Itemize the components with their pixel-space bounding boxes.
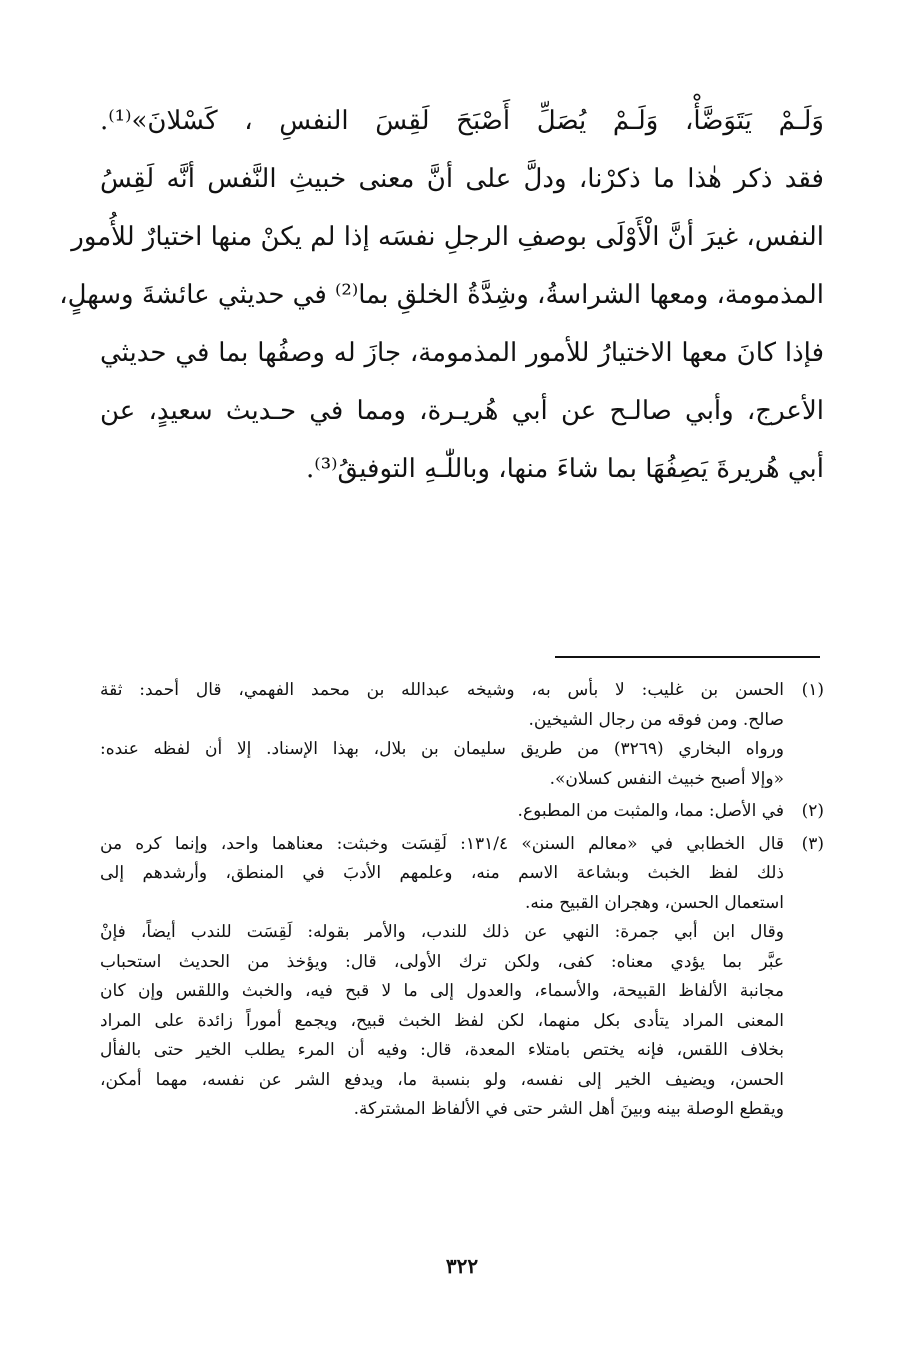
main-text-line: الأعرج، وأبي صالـح عن أبي هُريـرة، ومما في حـديث سعيدٍ، عن xyxy=(100,396,824,426)
footnote-line: قال الخطابي في «معالم السنن» ١٣١/٤: لَقِسَت وخبثت: معناهما واحد، وإنما كره من xyxy=(100,833,785,854)
footnotes xyxy=(100,676,824,1128)
main-text-line: النفس، غيرَ أنَّ الْأَوْلَى بوصفِ الرجلِ نفسَه إذا لم يكنْ منها اختيارٌ للأُمور xyxy=(71,222,824,252)
footnote-line: المعنى المراد يتأدى بكل منهما، لكن لفظ الخبث قبيح، ويجمع أموراً زائدة على المراد xyxy=(100,1010,784,1031)
main-text-line: وَلَـمْ يَتَوَضَّأْ، وَلَـمْ يُصَلِّ أَصْبَحَ لَقِسَ النفسِ ، كَسْلانَ»⁽¹⁾. xyxy=(100,106,824,136)
main-text xyxy=(59,92,824,498)
footnote-line: بخلاف اللقس، فإنه يختص بامتلاء المعدة، قال: وفيه أن المرء يطلب الخير حتى بالفأل xyxy=(100,1040,784,1060)
footnote-line: في الأصل: مما، والمثبت من المطبوع. xyxy=(517,801,784,821)
footnote-line: صالح. ومن فوقه من رجال الشيخين. xyxy=(528,709,784,730)
footnote-body xyxy=(100,830,784,1125)
footnote-line: الحسن، ويضيف الخير إلى نفسه، ولو بنسبة ما، ويدفع الشر عن نفسه، مهما أمكن، xyxy=(100,1069,784,1090)
footnote-line: ويقطع الوصلة بينه وبينَ أهل الشر حتى في الألفاظ المشتركة. xyxy=(353,1099,784,1119)
main-paragraph xyxy=(59,92,824,498)
footnote-number: (٣) xyxy=(801,833,824,854)
footnote-line: عبَّر بما يؤدي معناه: كفى، ولكن ترك الأولى، قال: ويؤخذ من الحديث استحباب xyxy=(100,951,784,972)
footnote-1 xyxy=(100,676,824,794)
footnote-line: استعمال الحسن، وهجران القبيح منه. xyxy=(525,892,784,913)
main-text-line: أبي هُريرةَ يَصِفُهَا بما شاءَ منها، وباللّٰـهِ التوفيقُ⁽³⁾. xyxy=(306,454,824,484)
page-number: ٣٢٢ xyxy=(445,1254,479,1278)
footnote-line: وقال ابن أبي جمرة: النهي عن ذلك للندب، والأمر بقوله: لَقِسَت للندب أيضاً، فإنْ xyxy=(100,922,784,942)
footnote-line: ذلك لفظ الخبث وبشاعة الاسم منه، وعلمهم الأدبَ في المنطق، وأرشدهم إلى xyxy=(100,863,784,883)
main-text-line: فقد ذكر هٰذا ما ذكرْنا، ودلَّ على أنَّ معنى خبيثِ النَّفس أنَّه لَقِسُ xyxy=(100,164,824,194)
footnote-separator xyxy=(555,656,820,658)
footnote-line: مجانبة الألفاظ القبيحة، والأسماء، والعدول إلى ما لا قبح فيه، والخبث واللقس وإن كان xyxy=(100,981,784,1001)
footnote-line: «وإلا أصبح خبيث النفس كسلان». xyxy=(549,768,784,789)
main-text-line: فإذا كانَ معها الاختيارُ للأمور المذمومة، جازَ له وصفُها بما في حديثي xyxy=(100,338,824,368)
footnote-number: (١) xyxy=(801,680,824,700)
footnote-body xyxy=(100,676,784,794)
footnote-line: ورواه البخاري (٣٢٦٩) من طريق سليمان بن بلال، بهذا الإسناد. إلا أن لفظه عنده: xyxy=(100,739,784,759)
footnote-line: الحسن بن غليب: لا بأس به، وشيخه عبدالله بن محمد الفهمي، قال أحمد: ثقة xyxy=(100,680,784,700)
footnote-3 xyxy=(100,830,824,1125)
footnote-body xyxy=(100,797,784,827)
main-text-line: المذمومة، ومعها الشراسةُ، وشِدَّةُ الخلقِ بما⁽²⁾ في حديثي عائشةَ وسهلٍ، xyxy=(59,280,824,310)
footnote-number: (٢) xyxy=(801,801,824,821)
footnote-2 xyxy=(100,797,824,827)
